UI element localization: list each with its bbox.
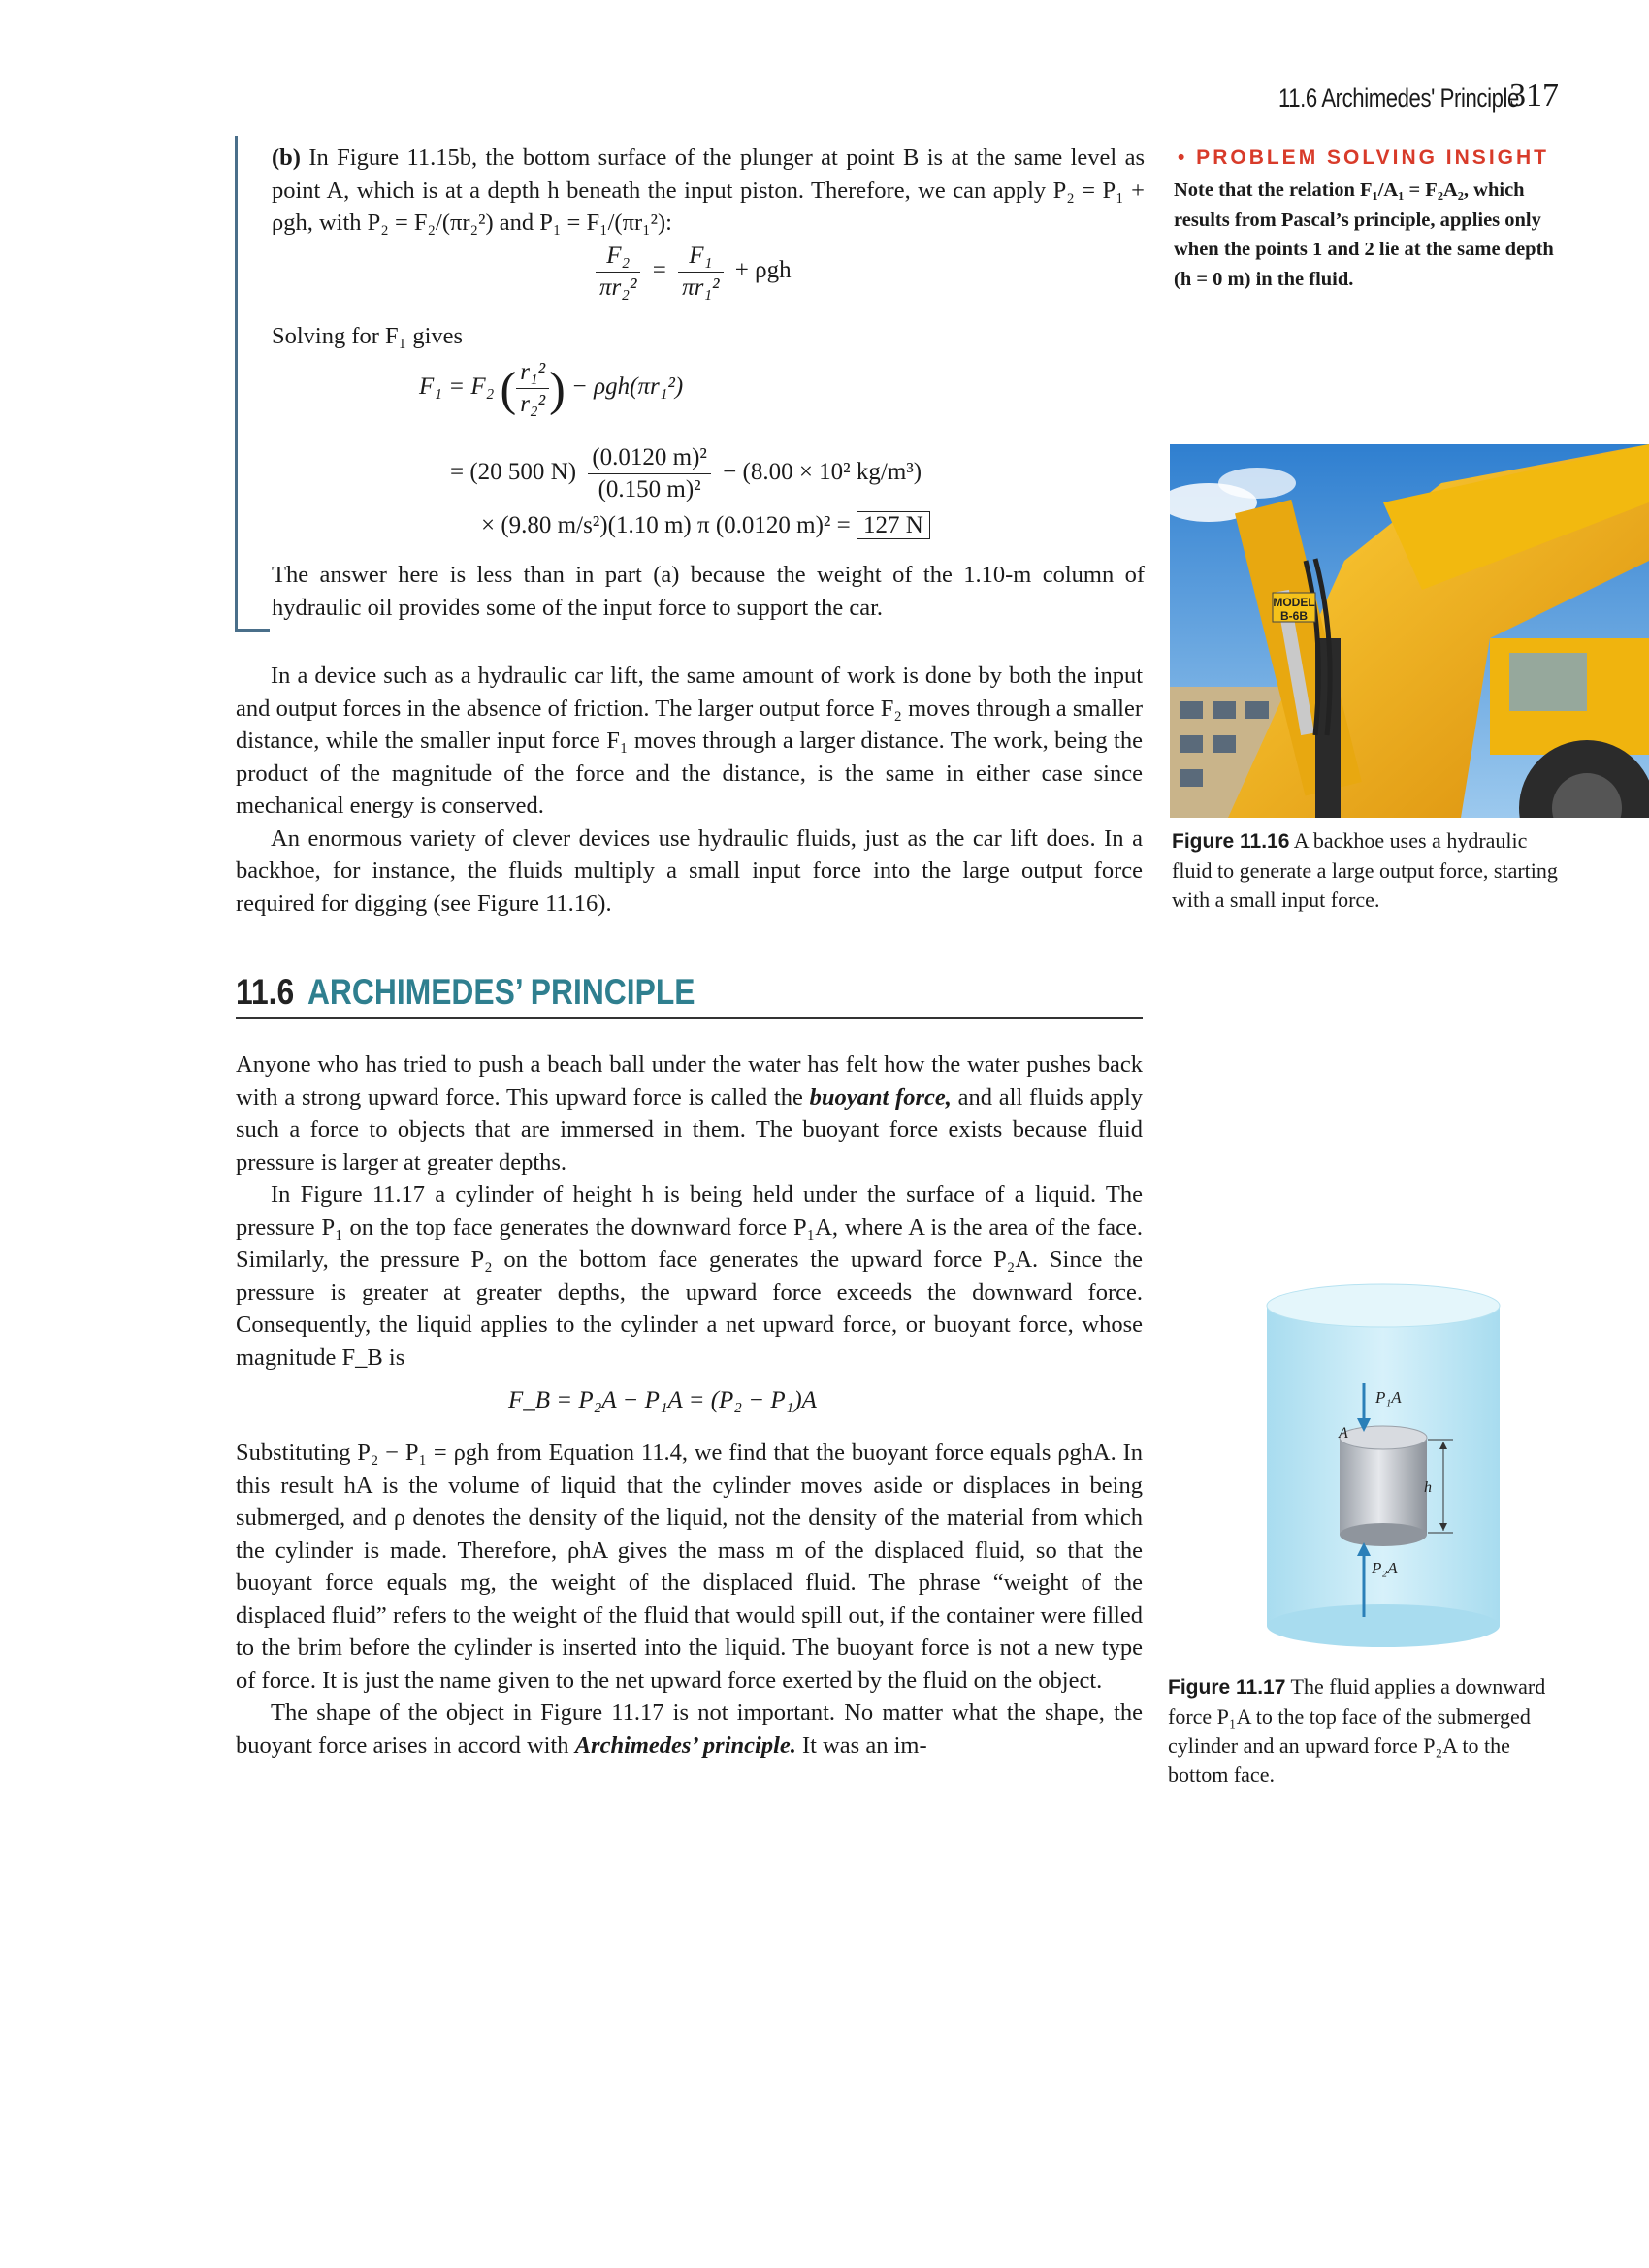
equation-buoyant-force: F_B = P₂A − P₁A = (P₂ − P₁)A — [508, 1387, 817, 1413]
backhoe-illustration — [1170, 444, 1649, 818]
example-end-mark — [235, 629, 270, 632]
eq1-lhs-num: F₂ — [596, 243, 640, 273]
eq2-paren-den: r₂² — [520, 391, 546, 417]
eq2-paren-fraction — [516, 359, 549, 418]
equation-pressure-balance — [590, 243, 792, 302]
example-part-b-text — [272, 142, 1145, 240]
eq3-den: (0.150 m)² — [598, 476, 701, 502]
label-height-h: h — [1424, 1479, 1432, 1496]
eq1-equals: = — [652, 257, 666, 284]
eq1-rhs-num: F₁ — [678, 243, 723, 273]
equation-final — [481, 512, 930, 539]
submerged-cylinder — [1340, 1438, 1427, 1535]
backhoe-photo — [1170, 444, 1649, 818]
label-area-a: A — [1339, 1425, 1348, 1442]
eq3-num: (0.0120 m)² — [588, 444, 711, 474]
model-text-2: B-6B — [1279, 609, 1309, 623]
eq2-lhs: F₁ = F₂ — [419, 373, 495, 401]
eq1-rhs-fraction — [678, 243, 723, 302]
eq1-lhs-den: πr₂² — [599, 275, 637, 301]
solving-for-text: Solving for F₁ gives — [272, 323, 464, 349]
answer-box: 127 N — [857, 511, 930, 539]
example-margin-bar — [235, 136, 238, 631]
equation-substitution — [450, 444, 922, 503]
work-paragraph-1: In a device such as a hydraulic car lift, the same amount of work is done by both the input and output forces in the absence of friction. The larger output force F₂ moves through a smaller distance, while the smaller input force F₁ moves through a larger distance. The work, being the product of the magnitude of the force and the distance, is the same in either case since mechanical energy is conserved. — [236, 663, 1143, 819]
eq2-tail: − ρgh(πr₁²) — [571, 373, 684, 401]
equation-solve-f1: F₁ = F₂ ( $\frac{\text{r₁²}}{\text{r₂²}}$ ) − ρgh(πr₁²) — [419, 359, 684, 417]
label-p1a: P₁A — [1375, 1388, 1402, 1407]
work-paragraphs — [236, 660, 1143, 920]
insight-body: Note that the relation F₁/A₁ = F₂A₂, which results from Pascal’s principle, applies only when the points 1 and 2 lie at the same depth (h = 0 m) in the fluid. — [1174, 179, 1554, 290]
model-text-1: MODEL — [1273, 596, 1315, 609]
figure-11-16-label: Figure 11.16 — [1172, 830, 1290, 853]
part-b-body: In Figure 11.15b, the bottom surface of the plunger at point B is at the same level as point A, which is at a depth h beneath the input piston. Therefore, we can apply P₂ = P₁ + ρgh, with P₂ = F₂/(πr₂²) and P₁ = F₁/(πr₁²): — [272, 145, 1145, 236]
figure-11-16-text: A backhoe uses a hydraulic fluid to generate a large output force, starting with a small input force. — [1172, 828, 1558, 912]
section-number: 11.6 — [236, 972, 295, 1012]
insight-title: • PROBLEM SOLVING INSIGHT — [1178, 146, 1549, 169]
part-b-label: (b) — [272, 145, 301, 171]
arch-paragraph-3: Substituting P₂ − P₁ = ρgh from Equation 11.4, we find that the buoyant force equals ρghA. In this result hA is the volume of liquid that the cylinder moves aside or displaces in being submerged, and ρ denotes the density of the liquid, not the density of the material from which the cylinder is made. Therefore, ρhA gives the mass m of the displaced fluid, so that the buoyant force equals mg, the weight of the displaced fluid. The phrase “weight of the displaced fluid” refers to the weight of the fluid that would spill out, if the container were filled to the brim before the cylinder is inserted into the liquid. The buoyant force is not a new type of force. It is just the name given to the net upward force exerted by the fluid on the object. — [236, 1440, 1143, 1694]
arch-p1-a: Anyone who has tried to push a beach ball under the water has felt how the water pushes back with a strong upward force. This upward force is called the — [236, 1052, 1143, 1111]
term-buoyant-force: buoyant force, — [809, 1084, 952, 1111]
figure-11-17-label: Figure 11.17 — [1168, 1676, 1286, 1699]
eq1-lhs-fraction — [596, 243, 640, 302]
archimedes-paragraphs-3-4 — [236, 1437, 1143, 1762]
label-p2a: P₂A — [1372, 1559, 1398, 1577]
eq3-fraction — [588, 444, 711, 503]
figure-11-17-caption — [1168, 1672, 1558, 1790]
eq3-lead: = (20 500 N) — [450, 459, 577, 486]
eq1-tail: + ρgh — [734, 257, 792, 284]
work-paragraph-2: An enormous variety of clever devices use hydraulic fluids, just as the car lift does. In a backhoe, for instance, the fluids multiply a small input force into the large output force required for digging (see Figure 11.16). — [236, 825, 1143, 917]
example-conclusion: The answer here is less than in part (a) because the weight of the 1.10-m column of hydraulic oil provides some of the input force to support the car. — [272, 562, 1145, 621]
archimedes-paragraphs-1-2 — [236, 1049, 1143, 1374]
page-number: 317 — [1509, 78, 1559, 113]
figure-11-17-text: The fluid applies a downward force P₁A to the top face of the submerged cylinder and an upward force P₂A to the bottom face. — [1168, 1674, 1546, 1787]
term-archimedes-principle: Archimedes’ principle. — [574, 1732, 796, 1759]
figure-11-17-diagram — [1257, 1282, 1519, 1651]
section-title: ARCHIMEDES’ PRINCIPLE — [307, 972, 695, 1012]
figure-11-16-caption — [1172, 826, 1560, 915]
eq2-paren-num: r₁² — [516, 359, 549, 389]
arch-p1-b: and all fluids apply such a force to objects that are immersed in them. The buoyant force exists because fluid pressure is larger at greater depths. — [236, 1084, 1144, 1176]
eq1-rhs-den: πr₁² — [682, 275, 720, 301]
arch-paragraph-2: In Figure 11.17 a cylinder of height h is being held under the surface of a liquid. The pressure P₁ on the top face generates the downward force P₁A, where A is the area of the face. Similarly, the pressure P₂ on the bottom face generates the upward force P₂A. Since the pressure is greater at greater depths, the upward force exceeds the downward force. Consequently, the liquid applies to the cylinder a net upward force, or buoyant force, whose magnitude F_B is — [236, 1182, 1143, 1371]
arch-p4-a: The shape of the object in Figure 11.17 is not important. No matter what the shape, the buoyant force arises in accord with — [236, 1700, 1143, 1759]
section-rule — [236, 1017, 1143, 1019]
eq3-tail: − (8.00 × 10² kg/m³) — [723, 459, 922, 486]
section-heading — [236, 972, 695, 1013]
running-head: 11.6 Archimedes' Principle — [1278, 83, 1519, 113]
arch-p4-b: It was an im- — [795, 1732, 927, 1759]
eq4-text: × (9.80 m/s²)(1.10 m) π (0.0120 m)² = — [481, 512, 851, 538]
